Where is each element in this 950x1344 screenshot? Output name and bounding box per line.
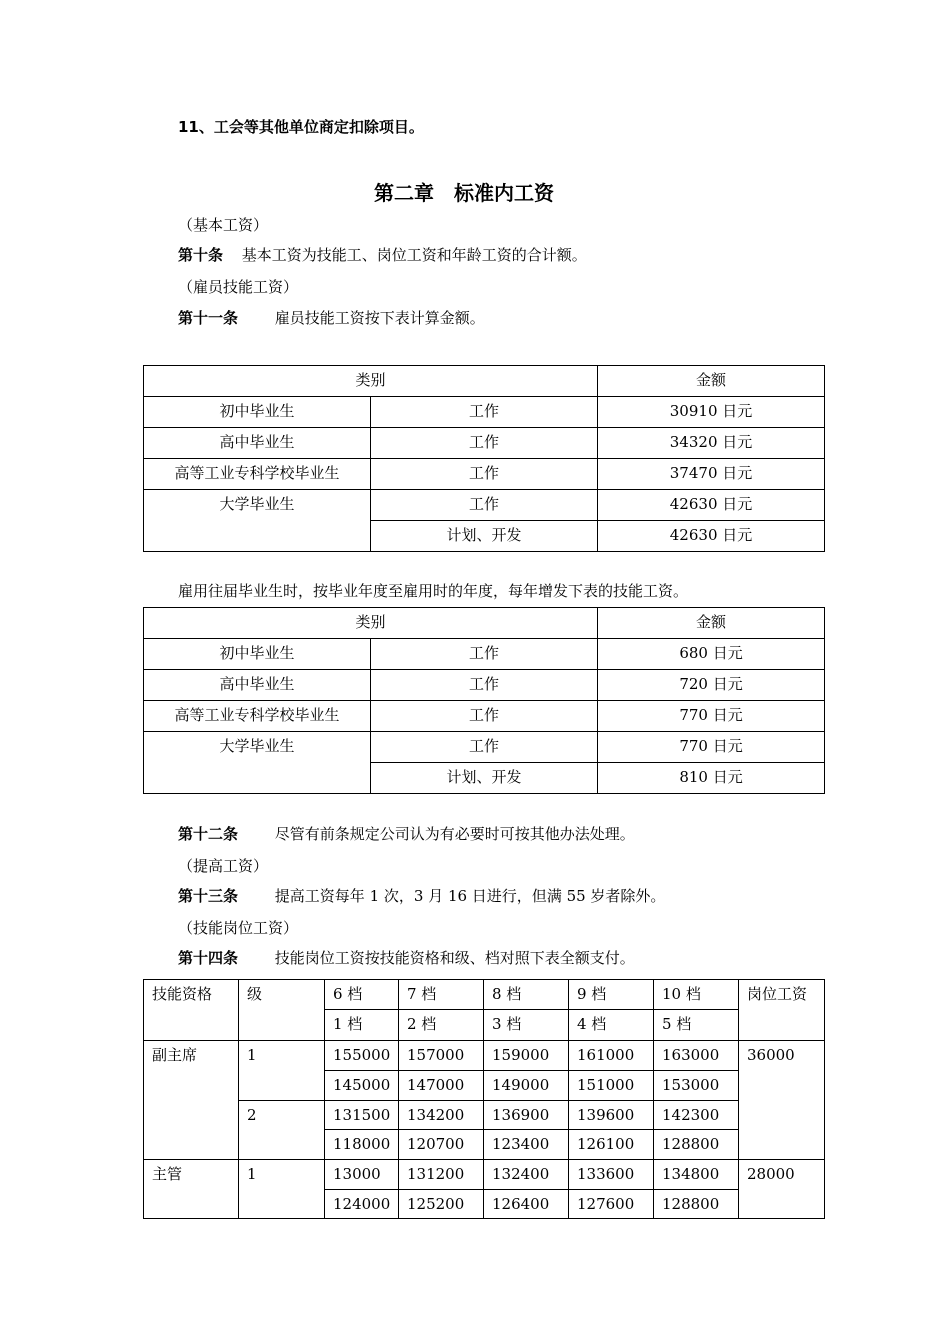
table-cell: 高等工业专科学校毕业生 <box>144 459 371 490</box>
header-grade: 6 档 <box>325 980 399 1010</box>
table-cell: 13000 <box>325 1160 399 1190</box>
table-cell: 118000 <box>325 1130 399 1160</box>
table-cell: 132400 <box>484 1160 569 1190</box>
article-12-text: 尽管有前条规定公司认为有必要时可按其他办法处理。 <box>274 825 635 843</box>
table-cell: 136900 <box>484 1101 569 1130</box>
table-cell: 680 日元 <box>598 639 825 670</box>
section-label-basic-wage: （基本工资） <box>178 216 269 234</box>
header-grade: 2 档 <box>399 1010 484 1041</box>
table-cell: 工作 <box>371 732 598 763</box>
table-cell: 42630 日元 <box>598 490 825 521</box>
level-cell: 1 <box>239 1041 325 1101</box>
table-cell: 工作 <box>371 459 598 490</box>
header-category: 类别 <box>144 608 598 639</box>
table-row <box>144 490 825 521</box>
article-11 <box>178 307 485 328</box>
table-cell: 133600 <box>569 1160 654 1190</box>
table-header-row <box>144 366 825 397</box>
table-cell: 工作 <box>371 428 598 459</box>
table-cell: 159000 <box>484 1041 569 1071</box>
header-grade: 3 档 <box>484 1010 569 1041</box>
table-cell: 155000 <box>325 1041 399 1071</box>
table-row <box>144 701 825 732</box>
table-cell: 770 日元 <box>598 701 825 732</box>
post-wage-cell: 28000 <box>739 1160 825 1219</box>
table-cell: 计划、开发 <box>371 521 598 552</box>
article-12-label: 第十二条 <box>178 825 239 843</box>
table-row <box>144 397 825 428</box>
table-cell: 153000 <box>654 1071 739 1101</box>
level-cell: 2 <box>239 1101 325 1160</box>
table-row <box>144 1101 825 1130</box>
header-grade: 7 档 <box>399 980 484 1010</box>
header-grade: 5 档 <box>654 1010 739 1041</box>
table-cell: 128800 <box>654 1130 739 1160</box>
section-label-employee-skill-wage: （雇员技能工资） <box>178 278 299 296</box>
table-cell: 123400 <box>484 1130 569 1160</box>
table-cell: 157000 <box>399 1041 484 1071</box>
table-cell: 134800 <box>654 1160 739 1190</box>
article-13-label: 第十三条 <box>178 887 239 905</box>
article-11-label: 第十一条 <box>178 309 239 327</box>
table-cell: 34320 日元 <box>598 428 825 459</box>
article-10 <box>178 244 587 265</box>
table-cell: 134200 <box>399 1101 484 1130</box>
annual-increase-table <box>143 607 825 794</box>
table-row <box>144 732 825 763</box>
table-cell: 720 日元 <box>598 670 825 701</box>
table-cell: 工作 <box>371 397 598 428</box>
table-header-row <box>144 608 825 639</box>
table-row <box>144 639 825 670</box>
table-cell: 大学毕业生 <box>144 490 371 552</box>
table-cell: 147000 <box>399 1071 484 1101</box>
level-cell: 1 <box>239 1160 325 1219</box>
table-cell: 高中毕业生 <box>144 428 371 459</box>
article-10-label: 第十条 <box>178 246 224 264</box>
table-cell: 初中毕业生 <box>144 639 371 670</box>
table-row <box>144 1160 825 1190</box>
header-grade: 1 档 <box>325 1010 399 1041</box>
header-skill-qualification: 技能资格 <box>144 980 239 1041</box>
header-grade: 8 档 <box>484 980 569 1010</box>
table-row <box>144 1041 825 1071</box>
table-cell: 120700 <box>399 1130 484 1160</box>
article-10-text: 基本工资为技能工、岗位工资和年龄工资的合计额。 <box>241 246 587 264</box>
table-cell: 计划、开发 <box>371 763 598 794</box>
article-13-text: 提高工资每年 1 次，3 月 16 日进行，但满 55 岁者除外。 <box>274 887 666 905</box>
table-cell: 127600 <box>569 1190 654 1219</box>
header-post-wage: 岗位工资 <box>739 980 825 1041</box>
header-grade: 4 档 <box>569 1010 654 1041</box>
table-cell: 131200 <box>399 1160 484 1190</box>
table-cell: 139600 <box>569 1101 654 1130</box>
article-11-text: 雇员技能工资按下表计算金额。 <box>274 309 485 327</box>
header-amount: 金额 <box>598 366 825 397</box>
table-cell: 42630 日元 <box>598 521 825 552</box>
table-cell: 151000 <box>569 1071 654 1101</box>
table-row <box>144 670 825 701</box>
chapter-title: 第二章 标准内工资 <box>374 181 554 205</box>
section-label-raise: （提高工资） <box>178 857 269 875</box>
paragraph-previous-graduates: 雇用往届毕业生时，按毕业年度至雇用时的年度，每年增发下表的技能工资。 <box>178 582 689 600</box>
article-14-label: 第十四条 <box>178 949 239 967</box>
post-wage-cell: 36000 <box>739 1041 825 1160</box>
article-14 <box>178 947 635 968</box>
table-cell: 142300 <box>654 1101 739 1130</box>
header-level: 级 <box>239 980 325 1041</box>
table-cell: 145000 <box>325 1071 399 1101</box>
header-category: 类别 <box>144 366 598 397</box>
table-cell: 初中毕业生 <box>144 397 371 428</box>
table-cell: 149000 <box>484 1071 569 1101</box>
table-cell: 工作 <box>371 490 598 521</box>
top-item <box>178 116 424 137</box>
article-12 <box>178 823 635 844</box>
table-cell: 128800 <box>654 1190 739 1219</box>
table-row <box>144 428 825 459</box>
article-13 <box>178 885 665 906</box>
table-cell: 工作 <box>371 639 598 670</box>
qualification-supervisor: 主管 <box>144 1160 239 1219</box>
skill-post-wage-table <box>143 979 825 1219</box>
table-cell: 161000 <box>569 1041 654 1071</box>
table-cell: 770 日元 <box>598 732 825 763</box>
table-cell: 工作 <box>371 701 598 732</box>
article-14-text: 技能岗位工资按技能资格和级、档对照下表全额支付。 <box>274 949 635 967</box>
table-header-row <box>144 980 825 1010</box>
top-item-text: 11、工会等其他单位商定扣除项目。 <box>178 118 424 136</box>
table-cell: 高中毕业生 <box>144 670 371 701</box>
qualification-vice-chairman: 副主席 <box>144 1041 239 1160</box>
table-cell: 163000 <box>654 1041 739 1071</box>
header-grade: 9 档 <box>569 980 654 1010</box>
table-cell: 124000 <box>325 1190 399 1219</box>
header-amount: 金额 <box>598 608 825 639</box>
table-cell: 126400 <box>484 1190 569 1219</box>
table-cell: 125200 <box>399 1190 484 1219</box>
table-cell: 131500 <box>325 1101 399 1130</box>
section-label-skill-post-wage: （技能岗位工资） <box>178 919 299 937</box>
table-cell: 工作 <box>371 670 598 701</box>
table-cell: 810 日元 <box>598 763 825 794</box>
table-cell: 大学毕业生 <box>144 732 371 794</box>
table-row <box>144 459 825 490</box>
table-cell: 高等工业专科学校毕业生 <box>144 701 371 732</box>
skill-wage-table <box>143 365 825 552</box>
table-cell: 126100 <box>569 1130 654 1160</box>
table-cell: 37470 日元 <box>598 459 825 490</box>
header-grade: 10 档 <box>654 980 739 1010</box>
table-cell: 30910 日元 <box>598 397 825 428</box>
